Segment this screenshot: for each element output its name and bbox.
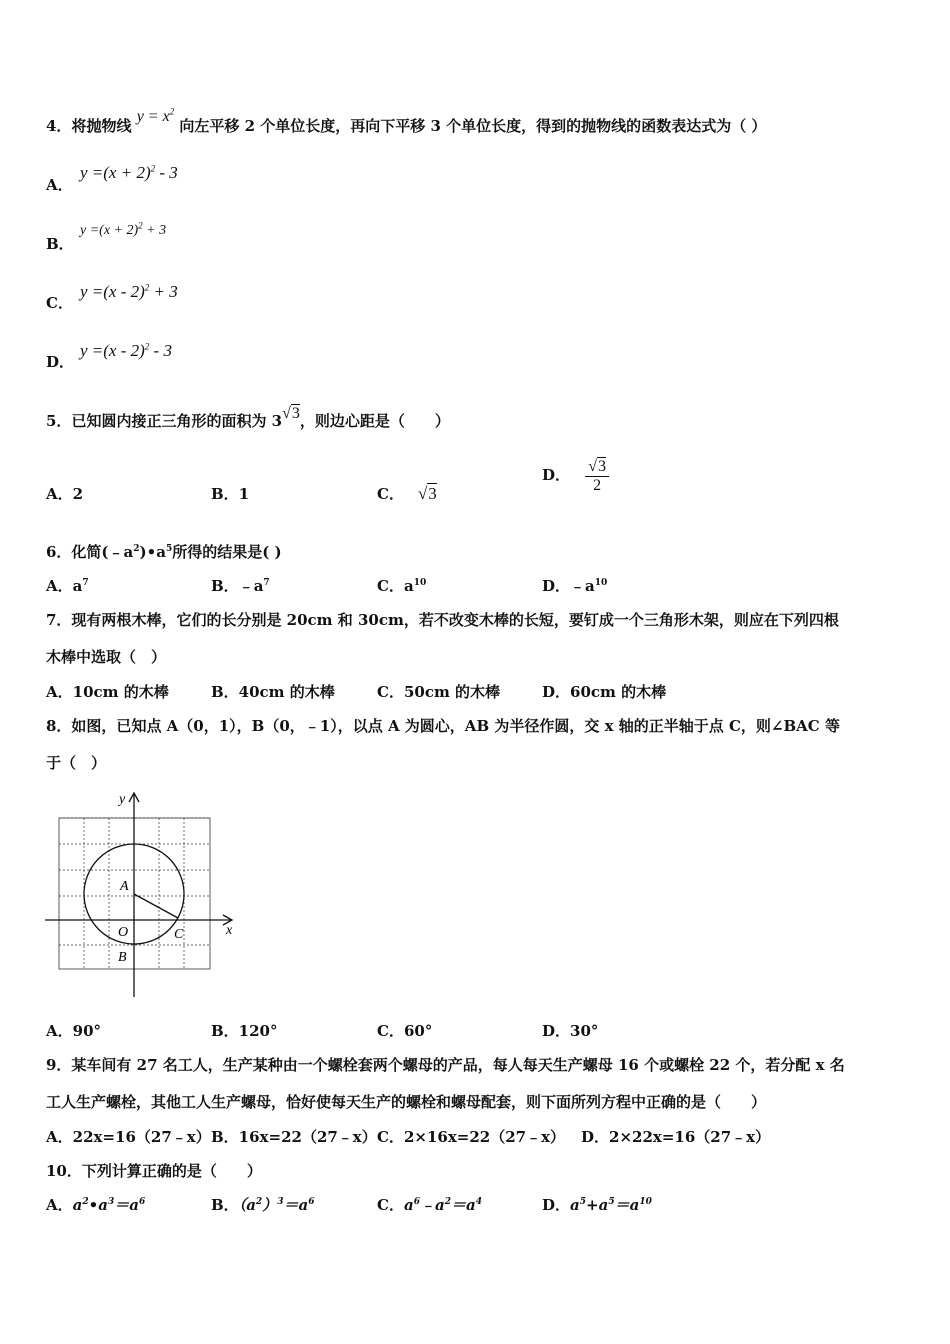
q4-option-a-expression[interactable]: $y =(x + 2)^2 - 3$: [80, 163, 178, 182]
q8-circle-figure: [40, 785, 245, 1005]
q9-option-d[interactable]: D．2×22x=16（27﹣x）: [581, 1128, 771, 1146]
q9-option-c[interactable]: C．2×16x=22（27﹣x）: [377, 1128, 566, 1146]
q4-expression: $y = x^2$: [136, 106, 175, 125]
question-9-stem-line1: 9．某车间有 27 名工人，生产某种由一个螺栓套两个螺母的产品，每人每天生产螺母 16 个或螺栓 22 个，若分配 x 名: [46, 1056, 845, 1074]
q7-option-b[interactable]: B．40cm 的木棒: [211, 683, 335, 701]
q7-option-d[interactable]: D．60cm 的木棒: [542, 683, 667, 701]
q5-option-b[interactable]: B．1: [211, 485, 250, 503]
q10-option-b[interactable]: B．$(a^2)^3=a^6$: [211, 1196, 315, 1214]
q8-option-d[interactable]: D．30°: [542, 1022, 599, 1040]
q4-option-b-expression[interactable]: $y =(x + 2)^2 + 3$: [80, 220, 167, 238]
question-8-stem-line1: 8．如图，已知点 A（0，1），B（0，﹣1），以点 A 为圆心，AB 为半径作圆，交 x 轴的正半轴于点 C，则∠BAC 等: [46, 717, 840, 735]
q5-option-d[interactable]: D． $\frac{√3}{2}$: [542, 458, 609, 495]
question-7-stem-line2: 木棒中选取（ ）: [46, 648, 167, 666]
q8-option-a[interactable]: A．90°: [46, 1022, 102, 1040]
q6-option-b[interactable]: B．$﹣a^7$: [211, 577, 270, 595]
q6-option-a[interactable]: A．$a^7$: [46, 577, 89, 595]
q4-option-c-expression[interactable]: y =(x - 2)$^2$ + 3: [80, 282, 178, 301]
x-axis-label: x: [226, 923, 233, 938]
q8-option-c[interactable]: C．60°: [377, 1022, 433, 1040]
point-c-label: C: [174, 927, 184, 942]
q6-option-d[interactable]: D．$﹣a^{10}$: [542, 577, 608, 595]
question-8-stem-line2: 于（ ）: [46, 754, 107, 772]
q7-option-a[interactable]: A．10cm 的木棒: [46, 683, 169, 701]
q6-option-c[interactable]: C．$a^{10}$: [377, 577, 427, 595]
question-10-stem: 10．下列计算正确的是（ ）: [46, 1162, 262, 1180]
question-9-stem-line2: 工人生产螺栓，其他工人生产螺母，恰好使每天生产的螺栓和螺母配套，则下面所列方程中正确的是（ ）: [46, 1093, 767, 1111]
question-7-stem-line1: 7．现有两根木棒，它们的长分别是 20cm 和 30cm，若不改变木棒的长短，要钉成一个三角形木架，则应在下列四根: [46, 611, 839, 629]
q4-option-d-label[interactable]: D．: [46, 353, 75, 371]
q5-option-c[interactable]: C． √3: [377, 484, 437, 503]
q9-option-a[interactable]: A．22x=16（27﹣x）: [46, 1128, 211, 1146]
segment-ac: [134, 894, 178, 918]
q5-option-a[interactable]: A．2: [46, 485, 84, 503]
q10-option-a[interactable]: A．$a^2•a^3=a^6$: [46, 1196, 146, 1214]
q8-option-b[interactable]: B．120°: [211, 1022, 278, 1040]
q5-sqrt: √3: [282, 405, 300, 422]
q4-option-a-label[interactable]: A．: [46, 176, 73, 194]
q4-option-d-expression[interactable]: y =(x - 2)$^2$ - 3: [80, 341, 172, 360]
q7-option-c[interactable]: C．50cm 的木棒: [377, 683, 501, 701]
question-6-stem: 6．化简$(﹣a^2)•a^5$所得的结果是( ): [46, 543, 282, 561]
point-a-label: A: [120, 879, 129, 894]
question-4-stem: 4．将抛物线 $y = x^2$ 向左平移 2 个单位长度，再向下平移 3 个单位长度，得到的抛物线的函数表达式为（ ）: [46, 106, 767, 135]
q4-option-b-label[interactable]: B．: [46, 235, 74, 253]
q10-option-c[interactable]: C．$a^6﹣a^2=a^4$: [377, 1196, 482, 1214]
point-b-label: B: [118, 950, 127, 965]
q5-option-d-fraction: $\frac{√3}{2}$: [585, 458, 609, 495]
point-o-label: O: [118, 925, 129, 940]
y-axis-label: y: [119, 792, 126, 807]
question-5-stem: 5．已知圆内接正三角形的面积为 3√3，则边心距是（ ）: [46, 405, 450, 430]
q9-option-b[interactable]: B．16x=22（27﹣x）: [211, 1128, 377, 1146]
q4-option-c-label[interactable]: C．: [46, 294, 73, 312]
q10-option-d[interactable]: D．$a^5+a^5=a^{10}$: [542, 1196, 652, 1214]
